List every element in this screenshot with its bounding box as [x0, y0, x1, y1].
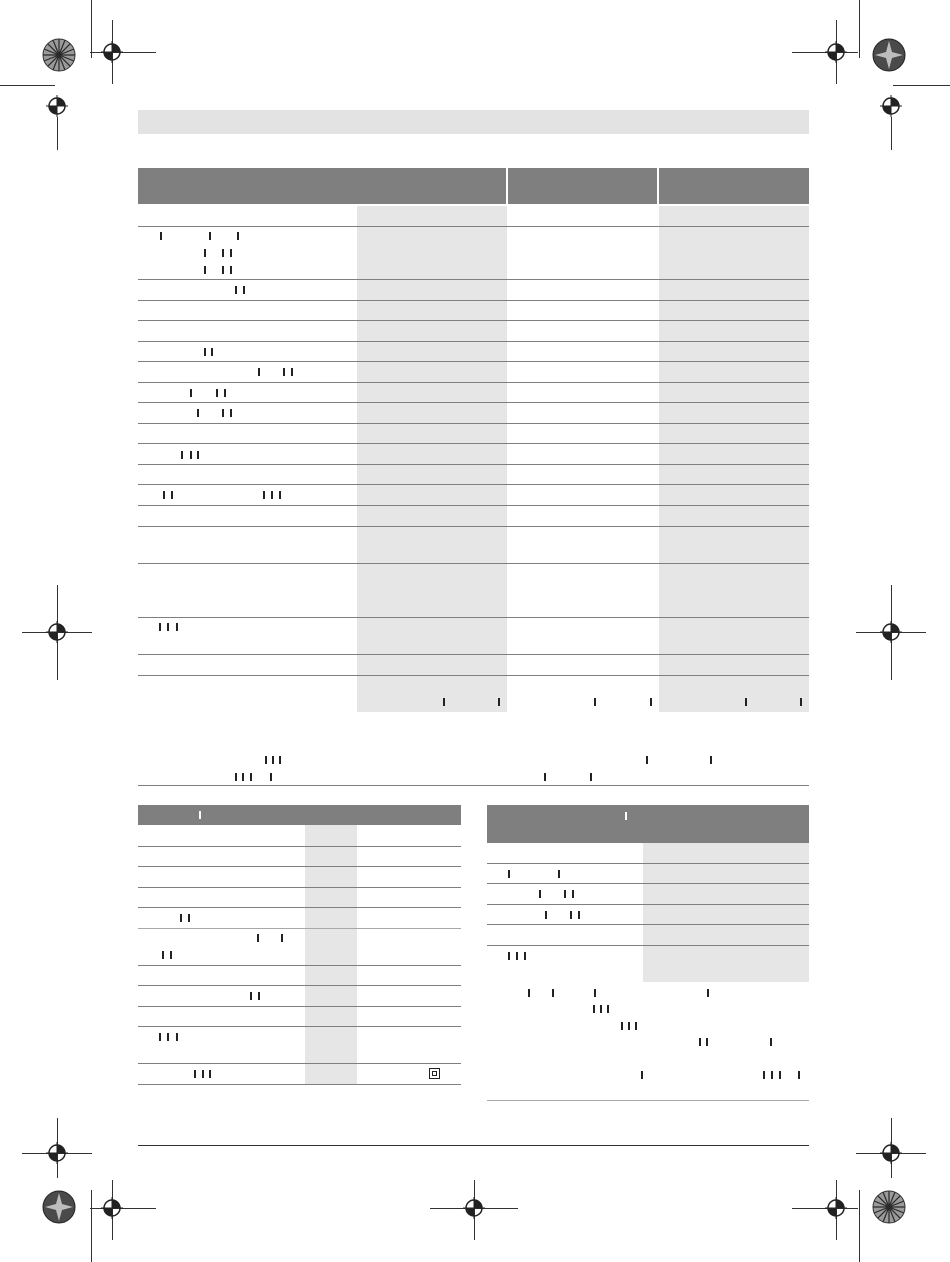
table-row	[138, 526, 809, 527]
table-row	[138, 654, 809, 655]
footer-rule	[138, 1145, 809, 1146]
color-wheel-icon	[42, 38, 76, 72]
main-table-header	[138, 168, 506, 204]
main-table-header-col-3	[508, 168, 657, 204]
table-row	[138, 320, 809, 321]
table-row	[138, 617, 809, 618]
color-wheel-icon	[872, 1190, 906, 1224]
table-row	[138, 505, 809, 506]
registration-mark-icon	[101, 1197, 123, 1219]
registration-mark-icon	[46, 1142, 68, 1164]
registration-mark-icon	[880, 1142, 902, 1164]
page-header-band	[138, 110, 809, 134]
table-row	[138, 279, 809, 280]
cross-wheel-icon	[42, 1190, 76, 1224]
table-row	[138, 226, 809, 227]
main-table-shaded-column	[357, 206, 507, 712]
table-row	[138, 341, 809, 342]
right-table-header	[487, 805, 809, 843]
registration-mark-icon	[880, 621, 902, 643]
table-row	[138, 300, 809, 301]
registration-mark-icon	[880, 95, 902, 117]
registration-mark-icon	[101, 41, 123, 63]
main-table-header-col-4	[659, 168, 809, 204]
table-row	[138, 382, 809, 383]
registration-mark-icon	[46, 95, 68, 117]
protection-class-box-icon	[429, 1068, 440, 1079]
table-row	[138, 563, 809, 564]
left-table-shaded-column	[305, 825, 357, 1085]
registration-mark-icon	[463, 1197, 485, 1219]
registration-mark-icon	[825, 1197, 847, 1219]
table-row	[138, 484, 809, 485]
cross-wheel-icon	[872, 38, 906, 72]
table-row	[138, 361, 809, 362]
registration-mark-icon	[46, 621, 68, 643]
table-row	[138, 423, 809, 424]
table-row	[138, 402, 809, 403]
main-table-shaded-column	[659, 206, 809, 712]
table-row	[138, 464, 809, 465]
left-table-header	[138, 805, 461, 825]
table-row	[138, 443, 809, 444]
table-row	[138, 675, 809, 676]
registration-mark-icon	[825, 41, 847, 63]
